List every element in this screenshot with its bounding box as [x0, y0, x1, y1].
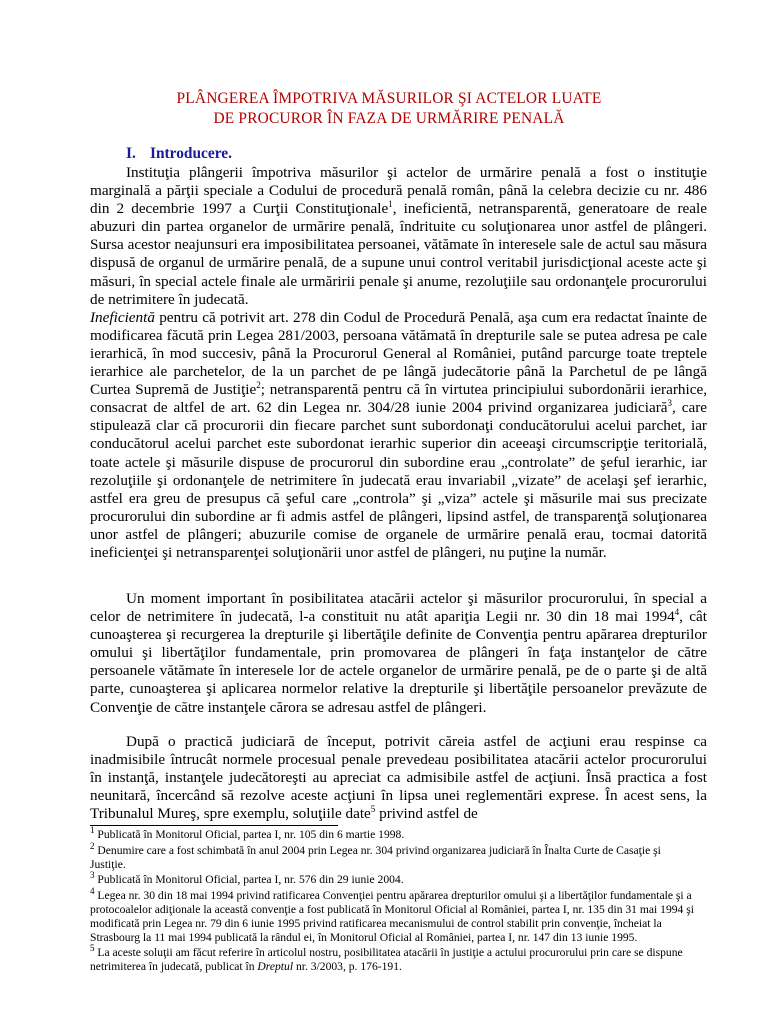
footnote-mark-3: 3	[90, 870, 95, 881]
footnote-ref-3: 3	[667, 398, 673, 409]
footnote-1	[90, 825, 698, 842]
footnote-1-text: Publicată în Monitorul Oficial, partea I, nr. 105 din 6 martie 1998.	[94, 828, 405, 841]
document-title	[80, 89, 698, 129]
footnote-mark-2: 2	[90, 840, 95, 851]
paragraph-1-text-3: pentru că potrivit art. 278 din Codul de Procedură Penală, aşa cum era redactat înainte de modificarea făcută prin Legea 281/2003, persoana vătămată în drepturile sale se putea adresa pe cale ierarhică, în mod succesiv, până la Procurorul General al României, putând parcurge toate treptele ierarhice ale parchetelor, de la un parchet de pe lângă judecătorie până la Parchetul de pe lângă Curtea Supremă de Justiţie	[90, 308, 707, 399]
journal-title: Dreptul	[257, 960, 294, 974]
paragraph-3	[90, 733, 707, 823]
footnote-4-text: Legea nr. 30 din 18 mai 1994 privind ratificarea Convenţiei pentru apărarea drepturilor omului şi a libertăţilor fundamentale şi a protocoalelor adiţionale la această convenţie a fost publicată în Monitorul Oficial al României, partea I, nr. 135 din 31 mai 1994 şi modificată prin Legea nr. 79 din 6 iunie 1995 privind ratificarea mecanismului de control stabilit prin convenţie, încheiat la Strasbourg la 11 mai 1994 publicată la rândul ei, în Monitorul Oficial al României, partea I, nr. 147 din 13 iunie 1995.	[90, 888, 694, 944]
footnote-mark-1: 1	[90, 825, 95, 836]
footnote-4	[90, 885, 698, 945]
paragraph-2-text-1: Un moment important în posibilitatea atacării actelor şi măsurilor procurorului, în special a celor de netrimitere în judecată, l-a constituit nu atât apariţia Legii nr. 30 din 18 mai 1994	[90, 590, 707, 626]
title-line-2: DE PROCUROR ÎN FAZA DE URMĂRIRE PENALĂ	[213, 110, 565, 127]
paragraph-1	[90, 164, 707, 562]
footnote-2-text: Denumire care a fost schimbată în anul 2004 prin Legea nr. 304 privind organizarea judiciară în Înalta Curte de Casaţie şi Justiţie.	[90, 843, 661, 871]
footnote-mark-4: 4	[90, 885, 95, 896]
emphasis-ineficienta: Ineficientă	[90, 308, 155, 326]
paragraph-1-text-1: Instituţia plângerii împotriva măsurilor şi actelor de urmărire penală a fost o instituţie marginală a părţii speciale a Codului de procedură penală român, până la celebra decizie cu nr. 486 din 2 decembrie 1997 a Curţii Constituţionale	[90, 164, 707, 218]
paragraph-2	[90, 590, 707, 717]
footnote-separator	[90, 825, 338, 826]
footnote-ref-5: 5	[370, 804, 376, 815]
footnote-3	[90, 870, 698, 887]
paragraph-1-text-4: ; netransparentă pentru că în virtutea principiului subordonării ierarhice, consacrat de altfel de art. 62 din Legea nr. 304/28 iunie 2004 privind organizarea judiciară	[90, 381, 707, 417]
paragraph-3-text-1: După o practică judiciară de început, potrivit căreia astfel de acţiuni erau respinse ca inadmisibile întrucât normele procesual penale prevedeau posibilitatea atacării actelor procurorului în instanţă, instanţele judecătoreşti au apreciat ca admisibile astfel de acţiuni. Însă practica a fost neunitară, încercând să rezolve aceste acţiuni în lipsa unei reglementări exprese. În acest sens, la Tribunalul Mureş, spre exemplu, soluţiile date	[90, 733, 707, 823]
footnote-3-text: Publicată în Monitorul Oficial, partea I, nr. 576 din 29 iunie 2004.	[94, 873, 404, 887]
footnote-5-text-1: La aceste soluţii am făcut referire în articolul nostru, posibilitatea atacării în justiţie a actului procurorului prin care se dispune netrimiterea în judecată, publicat în	[90, 946, 683, 974]
paragraph-2-text-2: , cât cunoaşterea şi recurgerea la drepturile şi libertăţile definite de Convenţia pentru apărarea drepturilor omului şi libertăţilor fundamentale, prin promovarea de plângeri în faţa instanţelor de către persoanele vătămate în interesele lor de actele organelor de urmărire penală, pe de o parte şi de altă parte, cunoaşterea şi aplicarea normelor relative la drepturile şi libertăţile persoanelor prevăzute de Convenţie de către instanţele cărora se adresau astfel de plângeri.	[90, 608, 708, 716]
footnote-ref-2: 2	[256, 380, 261, 391]
paragraph-3-text-2: privind astfel de	[375, 805, 478, 823]
section-title: Introducere.	[150, 145, 232, 162]
section-heading	[126, 145, 232, 163]
title-line-1: PLÂNGEREA ÎMPOTRIVA MĂSURILOR ŞI ACTELOR LUATE	[176, 90, 602, 107]
section-number: I.	[126, 145, 136, 162]
paragraph-1-text-5: , care stipulează clar că procurorii din fiecare parchet sunt subordonaţi conducătorului acelui parchet, iar conducătorul acelui parchet este subordonat ierarhic superior din aceeaşi circumscripţie teritorială, toate actele şi măsurile dispuse de procurorul din subordine erau „controlate” de şeful ierarhic, iar rezoluţiile şi ordonanţele de netrimitere în judecată erau invariabil „vizate” de acelaşi şef ierarhic, astfel era greu de presupus că şeful care „controla” şi „viza” actele şi măsurile mai sus precizate procurorului din subordine ar fi admis astfel de plângeri, lipsind astfel, de transparenţă soluţionarea unor astfel de plângeri; abuzurile comise de organele de urmărire penală erau, tocmai datorită ineficienţei şi netransparenţei soluţionării unor astfel de plângeri, nu puţine la număr.	[90, 399, 708, 561]
footnotes	[90, 825, 698, 976]
footnote-2	[90, 840, 698, 872]
footnote-ref-4: 4	[674, 607, 680, 618]
footnote-5	[90, 943, 698, 974]
paragraph-1-text-2: , ineficientă, netransparentă, generatoare de reale abuzuri din partea organelor de urmărire penală, îndrituite cu soluţionarea unor astfel de plângeri. Sursa acestor neajunsuri era imposibilitatea persoanei, vătămate în interesele sale de actul sau măsura dispusă de organul de urmărire penală, de a supune unui control veritabil jurisdicţional aceste acte şi măsuri, în special actele finale ale urmăririi penale şi anume, rezoluţiile sau ordonanţele procurorului de netrimitere în judecată.	[90, 200, 707, 308]
footnote-5-text-2: nr. 3/2003, p. 176-191.	[293, 960, 402, 974]
footnote-mark-5: 5	[90, 943, 95, 954]
footnote-ref-1: 1	[388, 199, 393, 210]
